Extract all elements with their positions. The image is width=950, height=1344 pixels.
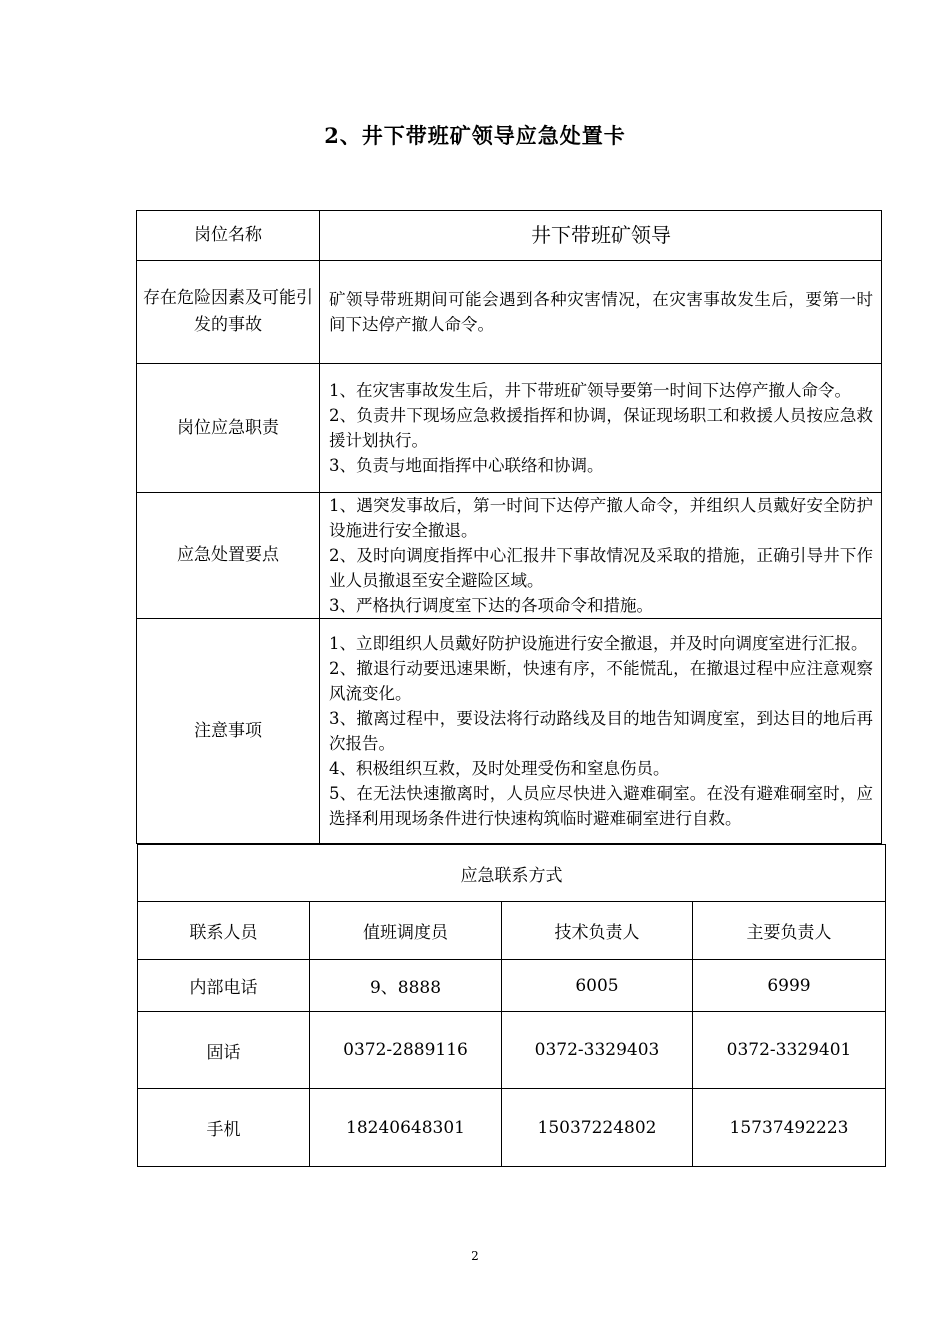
table-cell: 9、8888 [310,960,502,1012]
row-label: 固话 [138,1012,310,1089]
notes-row [137,619,882,844]
duty-item: 3、负责与地面指挥中心联络和协调。 [329,456,604,475]
contact-heading: 应急联系方式 [138,845,886,902]
notes-item: 5、在无法快速撤离时，人员应尽快进入避难硐室。在没有避难硐室时，应选择利用现场条件进行快速构筑临时避难硐室进行自救。 [329,784,873,828]
contact-heading-row [138,845,886,902]
response-row [137,493,882,619]
column-header: 联系人员 [138,902,310,960]
position-value: 井下带班矿领导 [320,211,882,261]
contact-header-row [138,902,886,960]
position-row [137,211,882,261]
table-cell: 18240648301 [310,1089,502,1167]
table-cell: 15737492223 [693,1089,886,1167]
contact-table [137,844,886,1167]
table-cell: 6999 [693,960,886,1012]
table-cell: 0372-3329403 [502,1012,693,1089]
position-label: 岗位名称 [137,211,320,261]
column-header: 技术负责人 [502,902,693,960]
column-header: 主要负责人 [693,902,886,960]
hazard-label: 存在危险因素及可能引发的事故 [137,261,320,364]
table-cell: 15037224802 [502,1089,693,1167]
row-label: 内部电话 [138,960,310,1012]
response-item: 1、遇突发事故后，第一时间下达停产撤人命令，并组织人员戴好安全防护设施进行安全撤退。 [329,496,873,540]
hazard-text: 矿领导带班期间可能会遇到各种灾害情况，在灾害事故发生后，要第一时间下达停产撤人命令。 [320,261,882,364]
duty-list [320,364,882,493]
emergency-card-table [136,210,882,844]
hazard-row [137,261,882,364]
response-label: 应急处置要点 [137,493,320,619]
table-cell: 0372-2889116 [310,1012,502,1089]
document-title: 2、井下带班矿领导应急处置卡 [324,123,626,148]
duty-item: 2、负责井下现场应急救援指挥和协调，保证现场职工和救援人员按应急救援计划执行。 [329,406,873,450]
row-label: 手机 [138,1089,310,1167]
column-header: 值班调度员 [310,902,502,960]
duty-label: 岗位应急职责 [137,364,320,493]
table-cell: 0372-3329401 [693,1012,886,1089]
response-list [320,493,882,619]
notes-item: 2、撤退行动要迅速果断，快速有序，不能慌乱，在撤退过程中应注意观察风流变化。 [329,659,873,703]
duty-item: 1、在灾害事故发生后，井下带班矿领导要第一时间下达停产撤人命令。 [329,381,851,400]
table-row [138,1012,886,1089]
table-row [138,1089,886,1167]
duty-row [137,364,882,493]
response-item: 2、及时向调度指挥中心汇报井下事故情况及采取的措施，正确引导井下作业人员撤退至安全避险区域。 [329,546,873,590]
notes-item: 3、撤离过程中，要设法将行动路线及目的地告知调度室，到达目的地后再次报告。 [329,709,873,753]
page-number: 2 [471,1249,479,1263]
notes-label: 注意事项 [137,619,320,844]
table-row [138,960,886,1012]
notes-item: 4、积极组织互救，及时处理受伤和窒息伤员。 [329,759,670,778]
table-cell: 6005 [502,960,693,1012]
notes-item: 1、立即组织人员戴好防护设施进行安全撤退，并及时向调度室进行汇报。 [329,634,868,653]
response-item: 3、严格执行调度室下达的各项命令和措施。 [329,596,653,615]
notes-list [320,619,882,844]
